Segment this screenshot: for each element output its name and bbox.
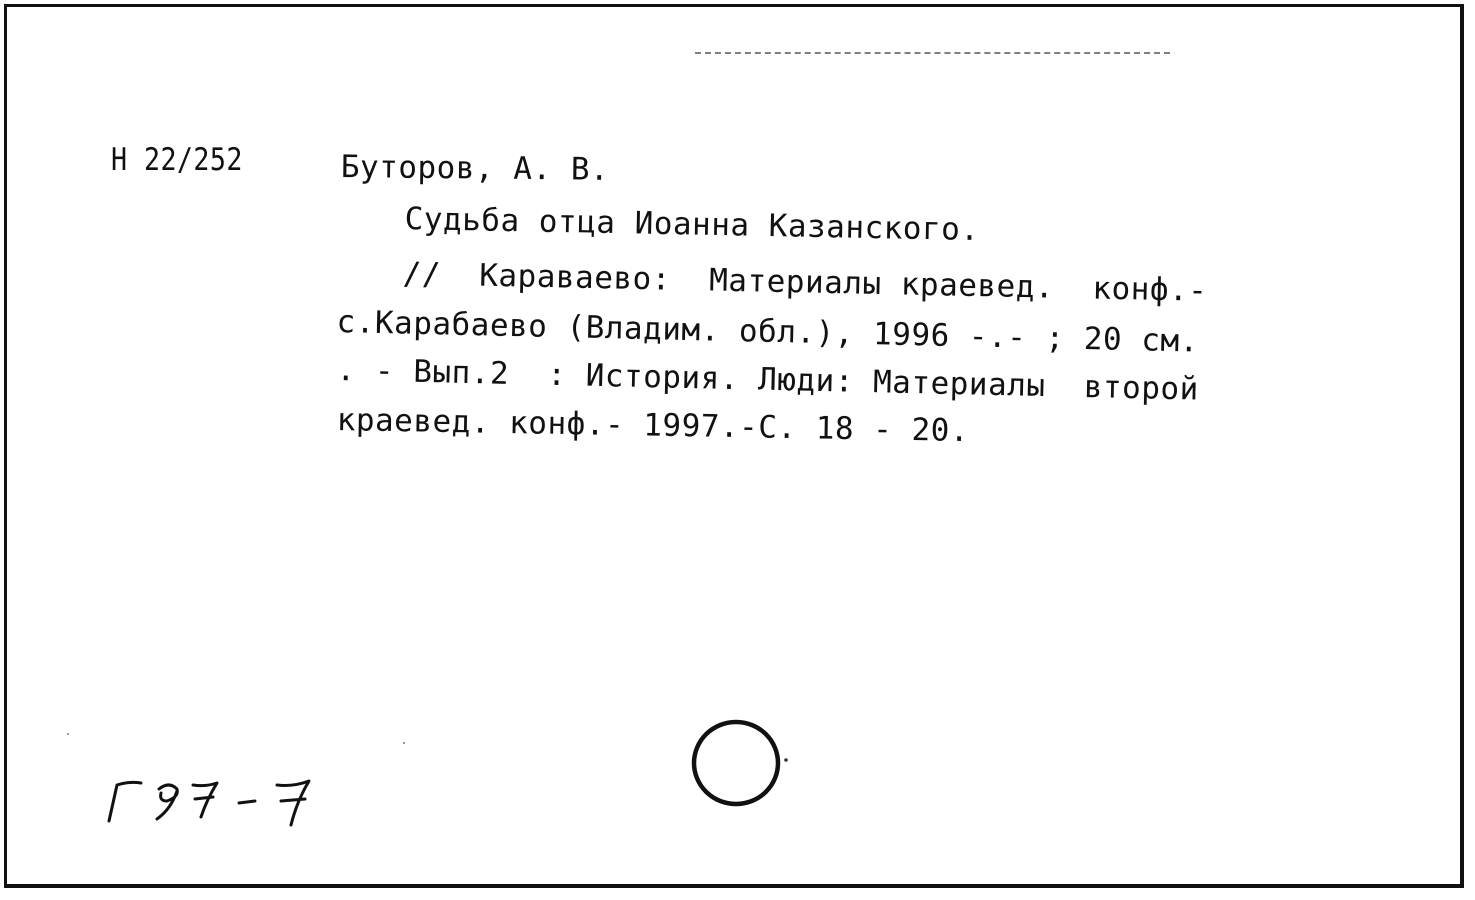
work-title: Судьба отца Иоанна Казанского.	[404, 201, 980, 249]
citation-line-2: с.Карабаево (Владим. обл.), 1996 -.- ; 20 см.	[336, 304, 1200, 360]
call-number: Н 22/252	[111, 142, 243, 178]
citation-line-1: // Караваево: Материалы краевед. конф.-	[402, 256, 1208, 309]
speck	[403, 742, 405, 744]
top-dashed-rule	[695, 52, 1170, 54]
handwritten-shelf-mark	[97, 771, 337, 841]
citation-line-4: краевед. конф.- 1997.-С. 18 - 20.	[336, 402, 970, 450]
catalog-card	[4, 4, 1464, 888]
speck	[67, 733, 69, 735]
citation-line-3: . - Вып.2 : История. Люди: Материалы второй	[336, 352, 1200, 408]
punch-hole-circle-icon	[690, 718, 790, 810]
author-name: Буторов, А. В.	[340, 149, 610, 188]
